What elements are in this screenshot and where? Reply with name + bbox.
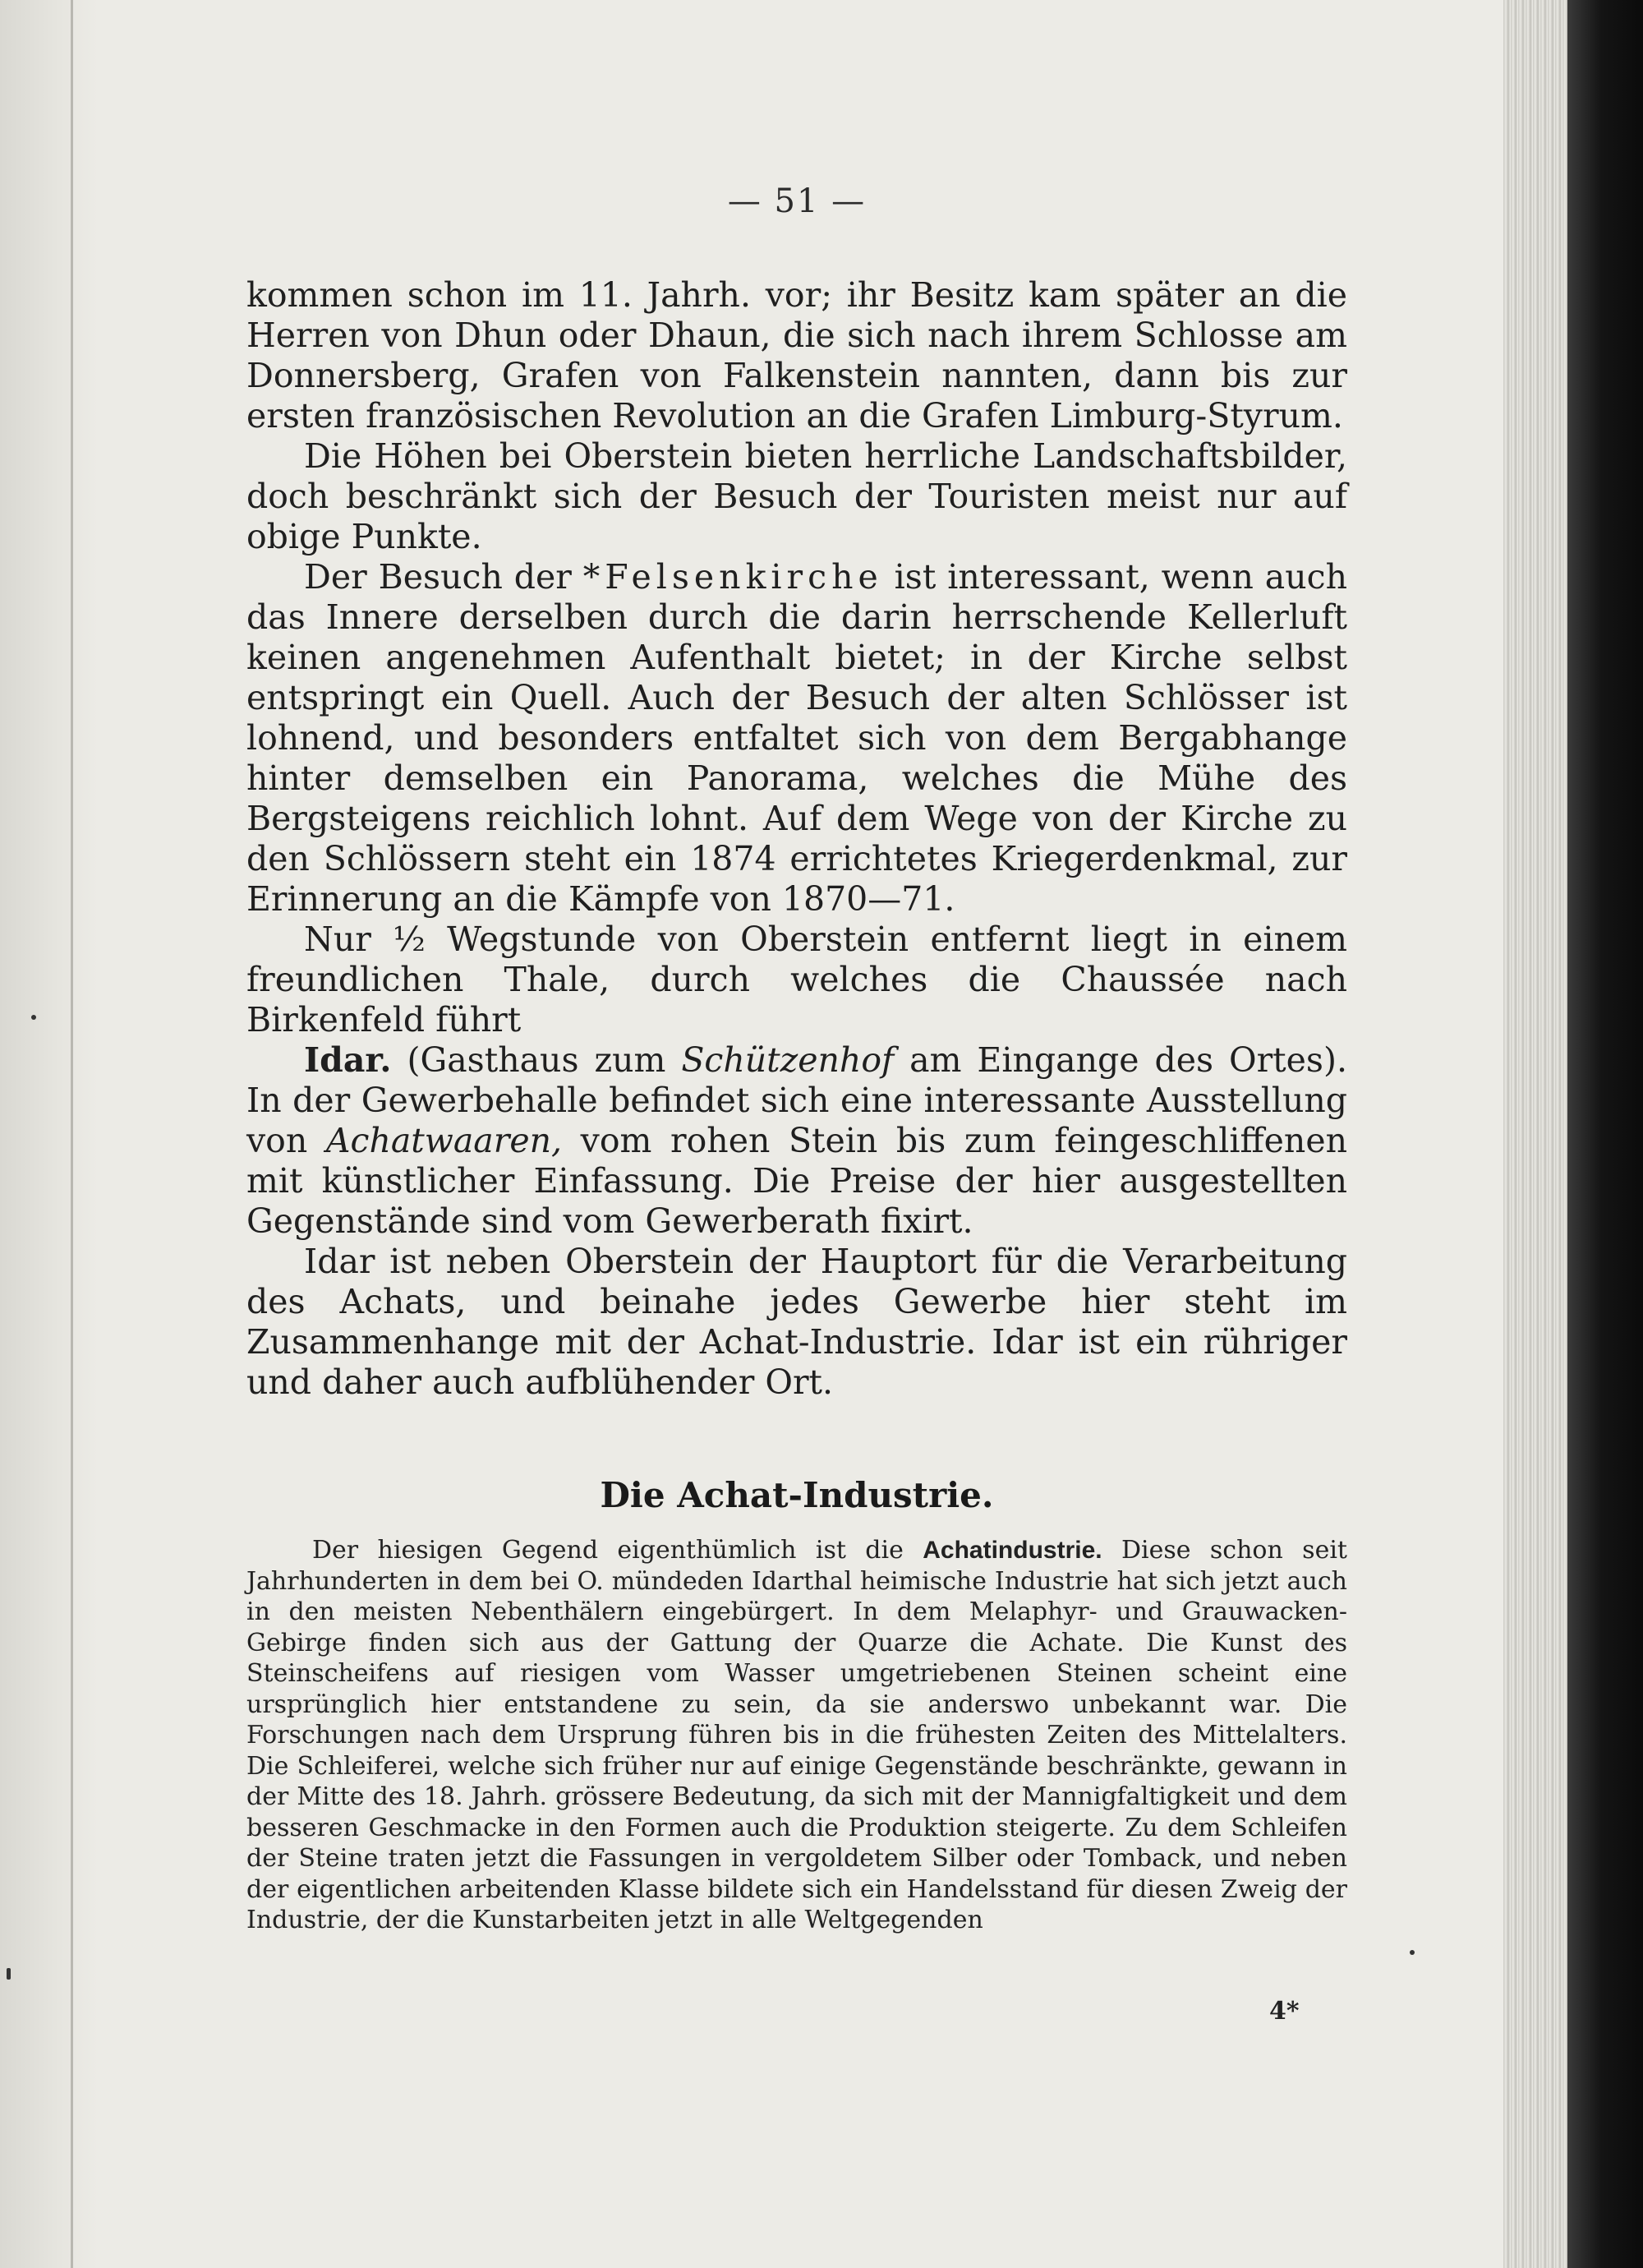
paragraph-text: Der hiesigen Gegend eigenthümlich ist die [312,1536,923,1565]
paragraph-idar-hauptort: Idar ist neben Oberstein der Hauptort für die Verarbeitung des Achats, und beinahe jedes Gewerbe hier steht im Zusammenhange mit der Achat-Industrie. Idar ist ein rühriger und daher auch aufblühender Ort. [246,1242,1347,1402]
paragraph-text: vom rohen Stein bis zum feingeschliffenen mit künstlicher Einfassung. Die Preise der hier ausgestellten Gegenstände sind vom Gewerberath fixirt. [246,1121,1347,1241]
idar-heading-term: Idar. [304,1040,392,1080]
book-page-edges [1503,0,1569,2268]
paragraph-wegstunde: Nur ½ Wegstunde von Oberstein entfernt liegt in einem freundlichen Thale, durch welches die Chaussée nach Birkenfeld führt [246,920,1347,1040]
book-page [246,0,1347,2268]
scan-speck [7,1968,11,1980]
paragraph-continuation: kommen schon im 11. Jahrh. vor; ihr Besitz kam später an die Herren von Dhun oder Dhaun, die sich nach ihrem Schlosse am Donnersberg, Grafen von Falkenstein nannten, dann bis zur ersten französischen Revolution an die Grafen Limburg-Styrum. [246,275,1347,436]
page-number: — 51 — [727,182,867,220]
scan-speck [1410,1950,1415,1955]
paragraph-achatindustrie [246,1535,1347,1936]
printer-signature-mark: 4* [1269,1997,1300,2026]
paragraph-idar [246,1040,1347,1242]
paragraph-text: am Eingange des Ortes). In der Gewerbehalle befindet sich eine interessante Ausstellung von [246,1040,1347,1160]
paragraph-hoehen: Die Höhen bei Oberstein bieten herrliche Landschaftsbilder, doch beschränkt sich der Besuch der Touristen meist nur auf obige Punkte. [246,436,1347,556]
book-binding [1567,0,1643,2268]
paragraph-text: Diese schon seit Jahrhunderten in dem bei O. mündeden Idarthal heimische Industrie hat sich jetzt auch in den meisten Nebenthälern eingebürgert. In dem Melaphyr- und Grauwacken-Gebirge finden sich aus der Gattung der Quarze die Achate. Die Kunst des Steinscheifens auf riesigen vom Wasser umgetriebenen Steinen scheint eine ursprünglich hier entstandene zu sein, da sie anderswo unbekannt war. Die Forschungen nach dem Ursprung führen bis in die frühesten Zeiten des Mittelalters. Die Schleiferei, welche sich früher nur auf einige Gegenstände beschränkte, gewann in der Mitte des 18. Jahrh. grössere Bedeutung, da sich mit der Mannigfaltigkeit und dem besseren Geschmacke in den Formen auch die Produktion steigerte. Zu dem Schleifen der Steine traten jetzt die Fassungen in vergoldetem Silber oder Tomback, und neben der eigentlichen arbeitenden Klasse bildete sich ein Handelsstand für diesen Zweig der Industrie, der die Kunstarbeiten jetzt in alle Weltgegenden [246,1536,1347,1934]
paragraph-text: Der Besuch der [304,557,583,597]
achatwaaren-term: Achatwaaren, [325,1121,563,1160]
scan-speck [31,1015,36,1020]
paragraph-text: (Gasthaus zum [391,1040,682,1080]
paragraph-felsenkirche [246,557,1347,920]
paragraph-text: ist interessant, wenn auch das Innere derselben durch die darin herrschende Kellerluft keinen angenehmen Aufenthalt bietet; in der Kirche selbst entspringt ein Quell. Auch der Besuch der alten Schlösser ist lohnend, und besonders entfaltet sich von dem Bergabhange hinter demselben ein Panorama, welches die Mühe des Bergsteigens reichlich lohnt. Auf dem Wege von der Kirche zu den Schlössern steht ein 1874 errichtetes Kriegerdenkmal, zur Erinnerung an die Kämpfe von 1870—71. [246,557,1347,919]
section-heading: Die Achat-Industrie. [600,1475,994,1515]
page-fold-line [71,0,73,2268]
small-print-block [246,1535,1347,1936]
felsenkirche-term: *Felsenkirche [582,557,883,597]
main-text-block [246,275,1347,1403]
schuetzenhof-term: Schützenhof [681,1040,895,1080]
scan-left-margin [0,0,99,2268]
achatindustrie-term: Achatindustrie. [923,1537,1102,1564]
